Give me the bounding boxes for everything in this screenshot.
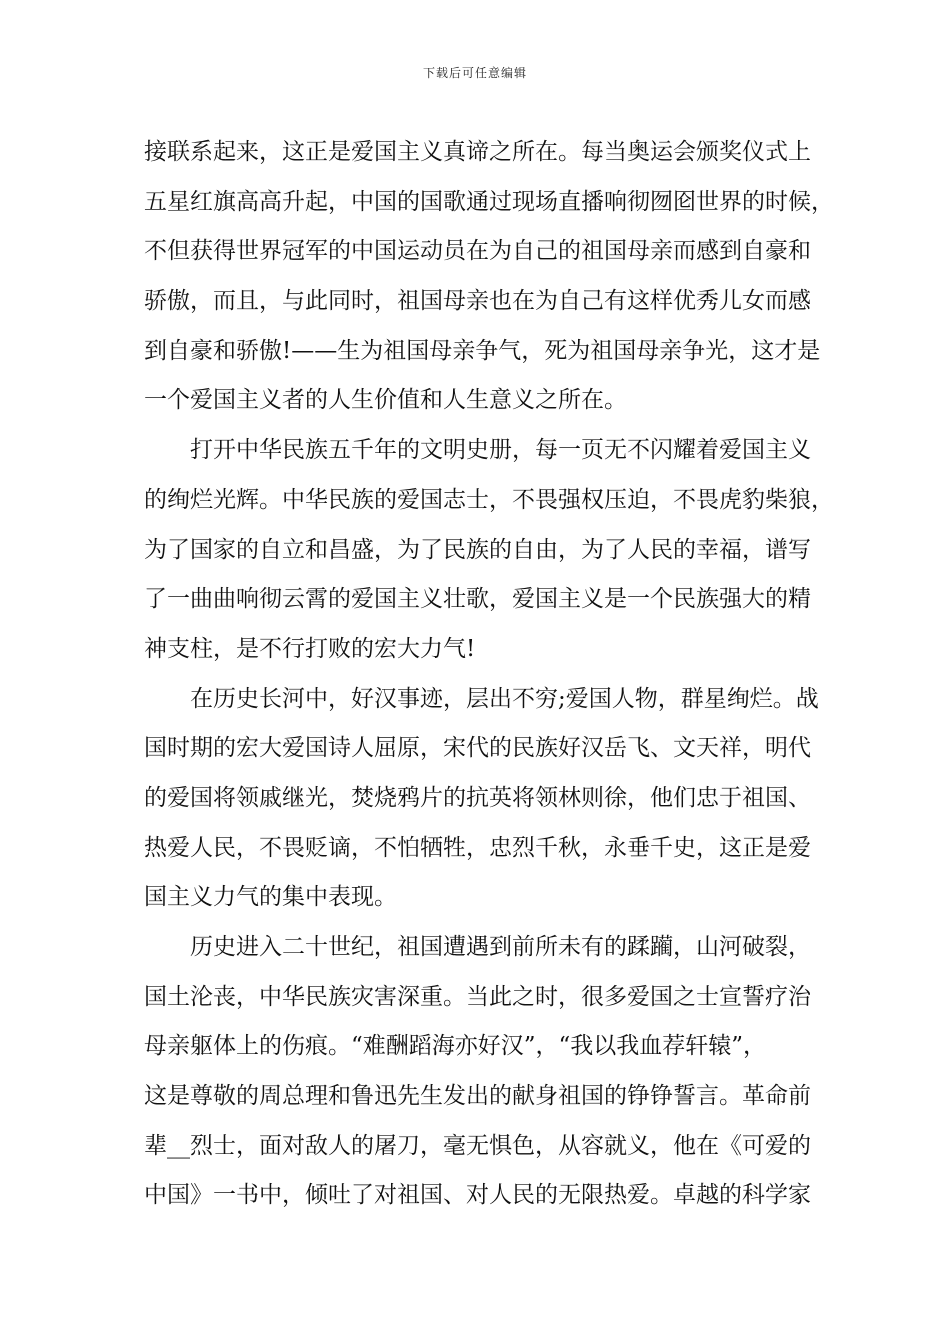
text-line: 了一曲曲响彻云霄的爱国主义壮歌，爱国主义是一个民族强大的精: [144, 586, 811, 613]
text-line: 骄傲，而且，与此同时，祖国母亲也在为自己有这样优秀儿女而感: [144, 288, 811, 315]
paragraph-first-line: 历史进入二十世纪，祖国遭遇到前所未有的蹂躏，山河破裂，: [190, 934, 811, 960]
paragraph-first-line: 打开中华民族五千年的文明史册，每一页无不闪耀着爱国主义: [190, 437, 811, 464]
text-line: 这是尊敬的周总理和鲁迅先生发出的献身祖国的铮铮誓言。革命前: [144, 1083, 811, 1110]
text-line: 的爱国将领戚继光，焚烧鸦片的抗英将领林则徐，他们忠于祖国、: [144, 784, 811, 811]
text-line: 接联系起来，这正是爱国主义真谛之所在。每当奥运会颁奖仪式上: [144, 139, 811, 165]
text-line: 中国》一书中，倾吐了对祖国、对人民的无限热爱。卓越的科学家: [144, 1182, 811, 1209]
text-line: 国时期的宏大爱国诗人屈原，宋代的民族好汉岳飞、文天祥，明代: [144, 735, 811, 762]
text-line: 一个爱国主义者的人生价值和人生意义之所在。: [144, 387, 627, 414]
text-line: 为了国家的自立和昌盛，为了民族的自由，为了人民的幸福，谱写: [144, 536, 811, 563]
text-line: 母亲躯体上的伤痕。“难酬蹈海亦好汉”，“我以我血荐轩辕”，: [144, 1033, 767, 1060]
text-line: 的绚烂光辉。中华民族的爱国志士，不畏强权压迫，不畏虎豹柴狼，: [144, 486, 834, 513]
text-line: 到自豪和骄傲!——生为祖国母亲争气，死为祖国母亲争光，这才是: [144, 337, 821, 364]
paragraph-first-line: 在历史长河中，好汉事迹，层出不穷;爱国人物，群星绚烂。战: [190, 685, 819, 712]
page-header: 下载后可任意编辑: [422, 66, 527, 80]
text-line: 五星红旗高高升起，中国的国歌通过现场直播响彻囫囵世界的时候，: [144, 188, 834, 215]
text-line: 辈__烈士，面对敌人的屠刀，毫无惧色，从容就义，他在《可爱的: [144, 1132, 811, 1159]
text-line: 神支柱，是不行打败的宏大力气!: [144, 635, 476, 662]
text-line: 国土沦丧，中华民族灾害深重。当此之时，很多爱国之士宣誓疗治: [144, 983, 811, 1010]
body-text: [144, 128, 834, 1221]
text-line: 国主义力气的集中表现。: [144, 884, 397, 911]
text-line: 热爱人民，不畏贬谪，不怕牺牲，忠烈千秋，永垂千史，这正是爱: [144, 834, 811, 861]
text-line: 不但获得世界冠军的中国运动员在为自己的祖国母亲而感到自豪和: [144, 238, 811, 265]
